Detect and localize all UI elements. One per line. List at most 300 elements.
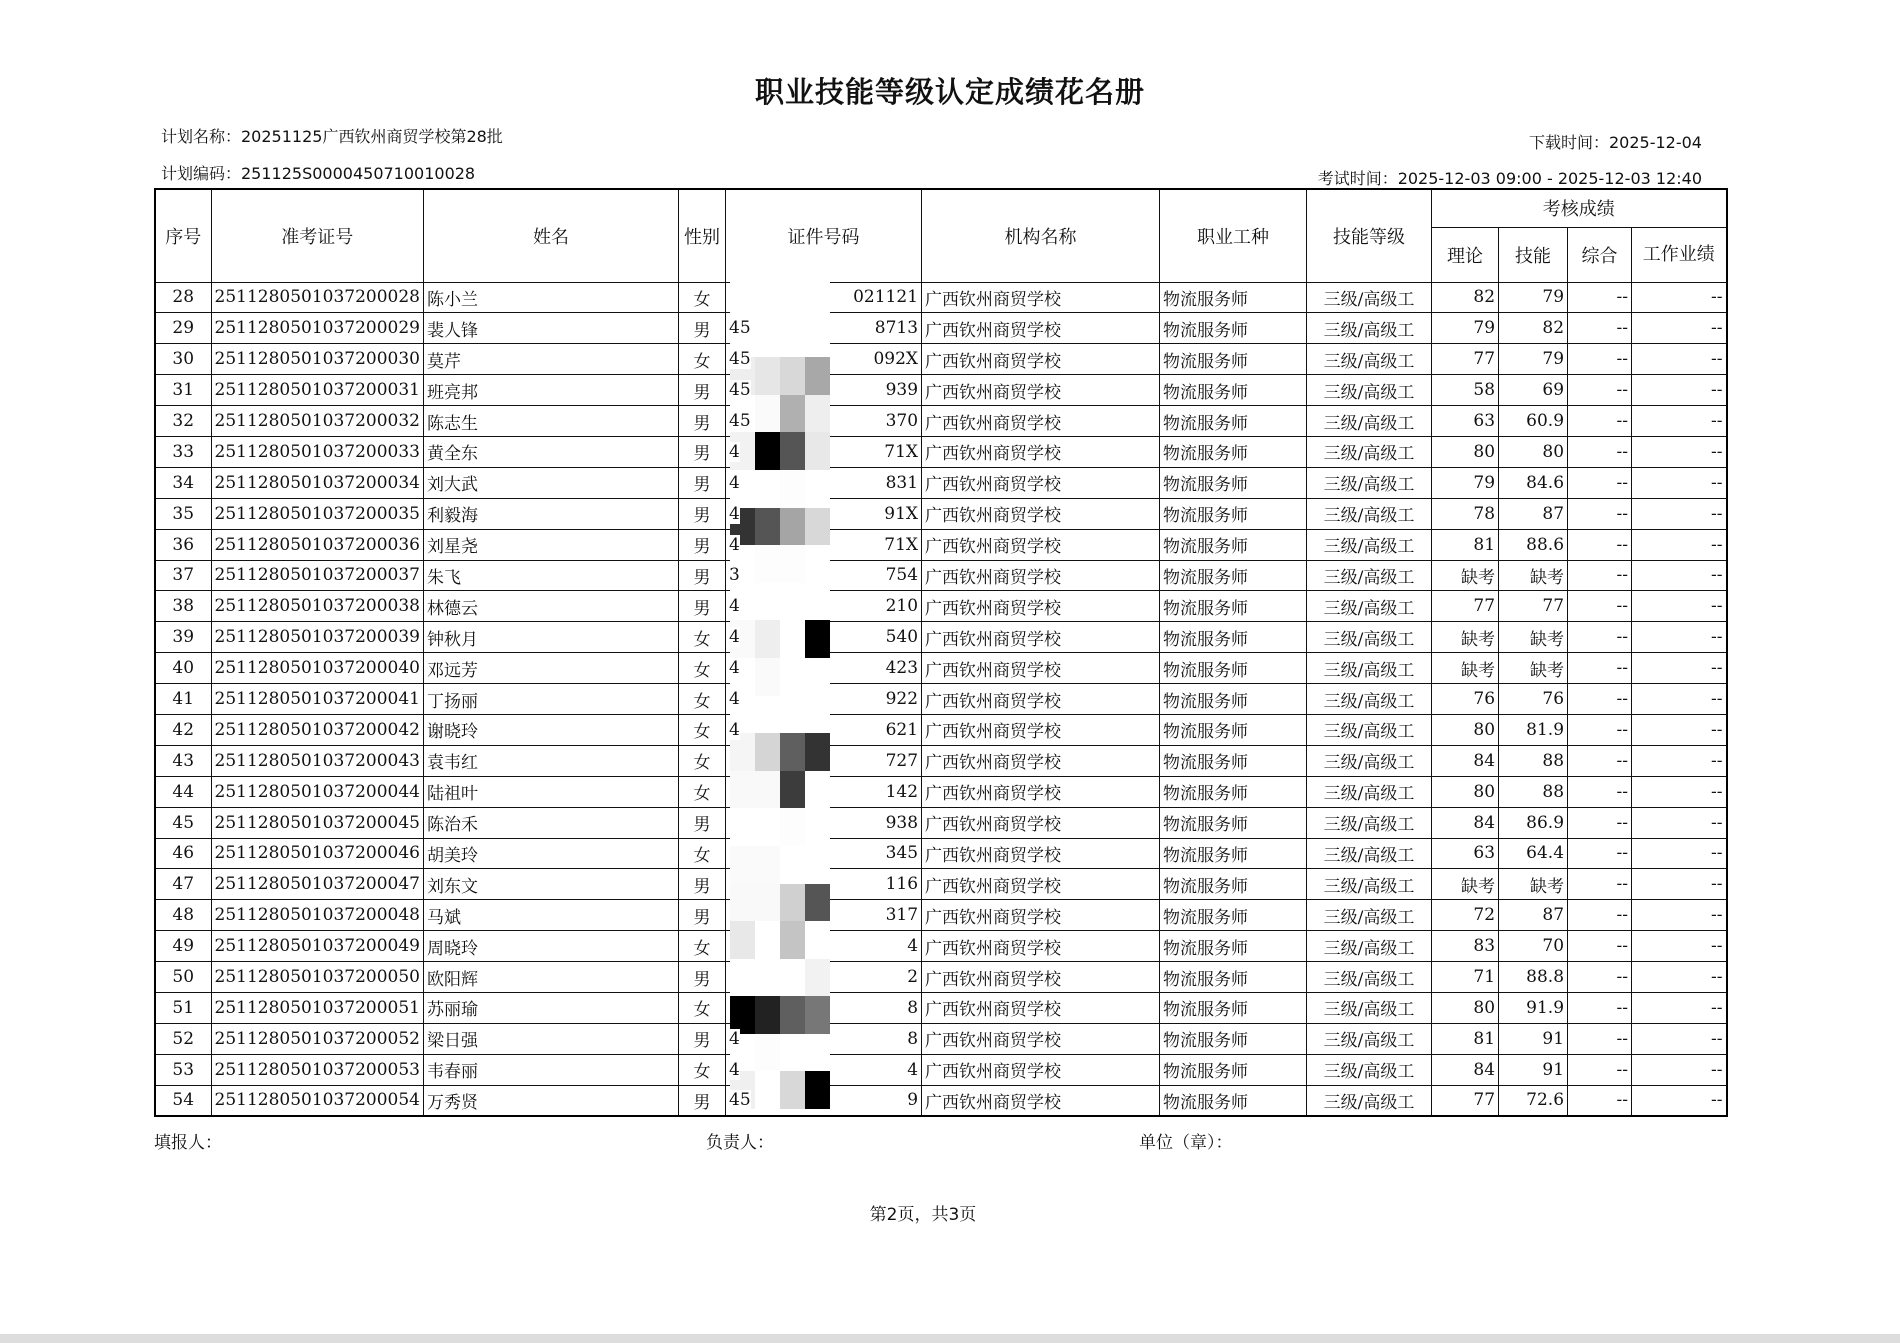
cell-gender: 女 xyxy=(679,282,726,313)
cell-occupation: 物流服务师 xyxy=(1160,1023,1307,1054)
cell-ticket: 2511280501037200033 xyxy=(211,436,424,467)
cell-seq: 50 xyxy=(155,962,211,993)
cell-name: 胡美玲 xyxy=(424,838,679,869)
header-name: 姓名 xyxy=(424,189,679,282)
header-org: 机构名称 xyxy=(922,189,1160,282)
mosaic-cell xyxy=(755,733,780,771)
cell-work: -- xyxy=(1632,498,1727,529)
id-suffix: 345 xyxy=(885,843,919,864)
table-row xyxy=(155,838,1727,869)
cell-seq: 36 xyxy=(155,529,211,560)
cell-skill: 82 xyxy=(1499,313,1568,344)
id-suffix: 831 xyxy=(885,472,919,493)
mosaic-cell xyxy=(755,470,780,508)
id-prefix: 45 xyxy=(729,349,751,370)
cell-seq: 52 xyxy=(155,1023,211,1054)
mosaic-cell xyxy=(730,771,755,809)
cell-overall: -- xyxy=(1568,622,1632,653)
cell-overall: -- xyxy=(1568,406,1632,437)
redaction-mosaic xyxy=(730,282,830,1109)
cell-seq: 37 xyxy=(155,560,211,591)
mosaic-cell xyxy=(805,545,830,583)
id-prefix: 45 xyxy=(729,318,751,339)
cell-ticket: 2511280501037200038 xyxy=(211,591,424,622)
cell-gender: 男 xyxy=(679,591,726,622)
id-suffix: 621 xyxy=(885,719,919,740)
score-roster-table xyxy=(154,188,1728,1117)
cell-name: 班亮邦 xyxy=(424,375,679,406)
cell-level: 三级/高级工 xyxy=(1307,992,1432,1023)
mosaic-cell xyxy=(805,959,830,997)
cell-level: 三级/高级工 xyxy=(1307,467,1432,498)
cell-overall: -- xyxy=(1568,807,1632,838)
cell-occupation: 物流服务师 xyxy=(1160,529,1307,560)
cell-work: -- xyxy=(1632,714,1727,745)
cell-theory: 63 xyxy=(1432,838,1499,869)
mosaic-cell xyxy=(755,620,780,658)
id-suffix: 9 xyxy=(907,1090,919,1111)
cell-theory: 58 xyxy=(1432,375,1499,406)
cell-work: -- xyxy=(1632,282,1727,313)
cell-name: 刘星尧 xyxy=(424,529,679,560)
table-row xyxy=(155,529,1727,560)
header-gender: 性别 xyxy=(679,189,726,282)
id-suffix: 727 xyxy=(885,750,919,771)
cell-name: 苏丽瑜 xyxy=(424,992,679,1023)
id-prefix: 4 xyxy=(729,596,740,617)
mosaic-cell xyxy=(780,658,805,696)
cell-name: 钟秋月 xyxy=(424,622,679,653)
cell-theory: 78 xyxy=(1432,498,1499,529)
mosaic-cell xyxy=(755,921,780,959)
id-suffix: 4 xyxy=(907,936,919,957)
cell-seq: 43 xyxy=(155,745,211,776)
table-row xyxy=(155,436,1727,467)
id-suffix: 540 xyxy=(885,627,919,648)
plan-code: 计划编码：251125S0000450710010028 xyxy=(161,164,476,183)
cell-level: 三级/高级工 xyxy=(1307,1054,1432,1085)
table-row xyxy=(155,776,1727,807)
cell-theory: 80 xyxy=(1432,992,1499,1023)
cell-skill: 86.9 xyxy=(1499,807,1568,838)
cell-level: 三级/高级工 xyxy=(1307,1023,1432,1054)
cell-seq: 53 xyxy=(155,1054,211,1085)
id-suffix: 71X xyxy=(884,441,919,462)
cell-name: 马斌 xyxy=(424,900,679,931)
cell-ticket: 2511280501037200034 xyxy=(211,467,424,498)
cell-skill: 72.6 xyxy=(1499,1085,1568,1116)
id-prefix: 45 xyxy=(729,1090,751,1111)
cell-theory: 83 xyxy=(1432,931,1499,962)
mosaic-cell xyxy=(780,921,805,959)
mosaic-cell xyxy=(755,320,780,358)
mosaic-cell xyxy=(755,1071,780,1109)
cell-overall: -- xyxy=(1568,838,1632,869)
cell-level: 三级/高级工 xyxy=(1307,529,1432,560)
cell-ticket: 2511280501037200052 xyxy=(211,1023,424,1054)
cell-overall: -- xyxy=(1568,900,1632,931)
cell-seq: 28 xyxy=(155,282,211,313)
cell-work: -- xyxy=(1632,529,1727,560)
mosaic-cell xyxy=(755,808,780,846)
cell-skill: 缺考 xyxy=(1499,653,1568,684)
cell-org: 广西钦州商贸学校 xyxy=(922,714,1160,745)
cell-gender: 女 xyxy=(679,1054,726,1085)
id-suffix: 116 xyxy=(885,874,919,895)
cell-work: -- xyxy=(1632,900,1727,931)
cell-theory: 缺考 xyxy=(1432,869,1499,900)
cell-ticket: 2511280501037200046 xyxy=(211,838,424,869)
mosaic-cell xyxy=(805,470,830,508)
cell-level: 三级/高级工 xyxy=(1307,560,1432,591)
cell-work: -- xyxy=(1632,745,1727,776)
cell-theory: 81 xyxy=(1432,1023,1499,1054)
cell-occupation: 物流服务师 xyxy=(1160,931,1307,962)
id-prefix: 4 xyxy=(729,503,740,524)
mosaic-cell xyxy=(755,996,780,1034)
cell-overall: -- xyxy=(1568,962,1632,993)
cell-level: 三级/高级工 xyxy=(1307,838,1432,869)
cell-org: 广西钦州商贸学校 xyxy=(922,807,1160,838)
cell-work: -- xyxy=(1632,684,1727,715)
cell-gender: 女 xyxy=(679,992,726,1023)
cell-org: 广西钦州商贸学校 xyxy=(922,931,1160,962)
cell-overall: -- xyxy=(1568,1023,1632,1054)
cell-ticket: 2511280501037200041 xyxy=(211,684,424,715)
cell-theory: 81 xyxy=(1432,529,1499,560)
cell-skill: 缺考 xyxy=(1499,560,1568,591)
cell-name: 陈治禾 xyxy=(424,807,679,838)
cell-org: 广西钦州商贸学校 xyxy=(922,375,1160,406)
mosaic-cell xyxy=(780,282,805,320)
cell-seq: 51 xyxy=(155,992,211,1023)
cell-org: 广西钦州商贸学校 xyxy=(922,838,1160,869)
cell-skill: 缺考 xyxy=(1499,622,1568,653)
mosaic-cell xyxy=(805,808,830,846)
cell-overall: -- xyxy=(1568,1054,1632,1085)
id-suffix: 423 xyxy=(885,658,919,679)
cell-occupation: 物流服务师 xyxy=(1160,684,1307,715)
cell-level: 三级/高级工 xyxy=(1307,900,1432,931)
cell-seq: 41 xyxy=(155,684,211,715)
cell-org: 广西钦州商贸学校 xyxy=(922,1054,1160,1085)
cell-overall: -- xyxy=(1568,776,1632,807)
table-row xyxy=(155,498,1727,529)
cell-level: 三级/高级工 xyxy=(1307,436,1432,467)
cell-occupation: 物流服务师 xyxy=(1160,714,1307,745)
cell-theory: 79 xyxy=(1432,467,1499,498)
cell-occupation: 物流服务师 xyxy=(1160,900,1307,931)
mosaic-cell xyxy=(780,884,805,922)
cell-gender: 男 xyxy=(679,313,726,344)
cell-seq: 29 xyxy=(155,313,211,344)
cell-seq: 31 xyxy=(155,375,211,406)
cell-overall: -- xyxy=(1568,560,1632,591)
mosaic-cell xyxy=(805,884,830,922)
cell-name: 邓远芳 xyxy=(424,653,679,684)
cell-ticket: 2511280501037200044 xyxy=(211,776,424,807)
mosaic-cell xyxy=(805,921,830,959)
table-row xyxy=(155,467,1727,498)
mosaic-cell xyxy=(805,1034,830,1072)
mosaic-cell xyxy=(780,545,805,583)
cell-skill: 79 xyxy=(1499,282,1568,313)
cell-name: 陈小兰 xyxy=(424,282,679,313)
id-suffix: 210 xyxy=(885,596,919,617)
cell-occupation: 物流服务师 xyxy=(1160,838,1307,869)
cell-org: 广西钦州商贸学校 xyxy=(922,529,1160,560)
cell-overall: -- xyxy=(1568,529,1632,560)
mosaic-cell xyxy=(755,282,780,320)
mosaic-cell xyxy=(755,395,780,433)
cell-theory: 缺考 xyxy=(1432,622,1499,653)
cell-work: -- xyxy=(1632,838,1727,869)
cell-occupation: 物流服务师 xyxy=(1160,282,1307,313)
cell-overall: -- xyxy=(1568,282,1632,313)
cell-name: 刘东文 xyxy=(424,869,679,900)
cell-ticket: 2511280501037200028 xyxy=(211,282,424,313)
table-row xyxy=(155,653,1727,684)
mosaic-cell xyxy=(730,959,755,997)
cell-skill: 64.4 xyxy=(1499,838,1568,869)
cell-ticket: 2511280501037200047 xyxy=(211,869,424,900)
cell-org: 广西钦州商贸学校 xyxy=(922,900,1160,931)
cell-level: 三级/高级工 xyxy=(1307,869,1432,900)
cell-work: -- xyxy=(1632,467,1727,498)
header-work: 工作业绩 xyxy=(1632,227,1727,282)
cell-occupation: 物流服务师 xyxy=(1160,313,1307,344)
cell-seq: 42 xyxy=(155,714,211,745)
mosaic-cell xyxy=(780,1071,805,1109)
cell-skill: 69 xyxy=(1499,375,1568,406)
cell-level: 三级/高级工 xyxy=(1307,622,1432,653)
cell-seq: 39 xyxy=(155,622,211,653)
table-row xyxy=(155,313,1727,344)
mosaic-cell xyxy=(805,320,830,358)
table-row xyxy=(155,1085,1727,1116)
cell-work: -- xyxy=(1632,869,1727,900)
id-prefix: 45 xyxy=(729,380,751,401)
header-id-no: 证件号码 xyxy=(726,189,922,282)
cell-gender: 男 xyxy=(679,1085,726,1116)
cell-gender: 女 xyxy=(679,714,726,745)
table-row xyxy=(155,745,1727,776)
footer-filler: 填报人： xyxy=(154,1133,222,1153)
cell-occupation: 物流服务师 xyxy=(1160,776,1307,807)
cell-org: 广西钦州商贸学校 xyxy=(922,498,1160,529)
cell-gender: 女 xyxy=(679,838,726,869)
cell-work: -- xyxy=(1632,931,1727,962)
cell-overall: -- xyxy=(1568,375,1632,406)
cell-ticket: 2511280501037200051 xyxy=(211,992,424,1023)
cell-org: 广西钦州商贸学校 xyxy=(922,962,1160,993)
id-prefix: 4 xyxy=(729,1059,740,1080)
table-row xyxy=(155,560,1727,591)
mosaic-cell xyxy=(805,432,830,470)
cell-level: 三级/高级工 xyxy=(1307,406,1432,437)
cell-name: 林德云 xyxy=(424,591,679,622)
cell-level: 三级/高级工 xyxy=(1307,1085,1432,1116)
cell-overall: -- xyxy=(1568,313,1632,344)
mosaic-cell xyxy=(780,696,805,734)
table-row xyxy=(155,622,1727,653)
mosaic-cell xyxy=(780,808,805,846)
cell-work: -- xyxy=(1632,1085,1727,1116)
mosaic-cell xyxy=(755,959,780,997)
mosaic-cell xyxy=(730,282,755,320)
cell-theory: 63 xyxy=(1432,406,1499,437)
footer-unit-seal: 单位（章）： xyxy=(1139,1133,1233,1153)
cell-work: -- xyxy=(1632,591,1727,622)
cell-level: 三级/高级工 xyxy=(1307,714,1432,745)
cell-seq: 48 xyxy=(155,900,211,931)
cell-gender: 男 xyxy=(679,436,726,467)
id-suffix: 2 xyxy=(907,967,919,988)
mosaic-cell xyxy=(780,846,805,884)
mosaic-cell xyxy=(805,996,830,1034)
cell-overall: -- xyxy=(1568,931,1632,962)
cell-skill: 87 xyxy=(1499,900,1568,931)
cell-ticket: 2511280501037200048 xyxy=(211,900,424,931)
cell-theory: 80 xyxy=(1432,436,1499,467)
cell-occupation: 物流服务师 xyxy=(1160,653,1307,684)
cell-theory: 84 xyxy=(1432,807,1499,838)
cell-skill: 76 xyxy=(1499,684,1568,715)
cell-skill: 缺考 xyxy=(1499,869,1568,900)
cell-skill: 81.9 xyxy=(1499,714,1568,745)
id-suffix: 8 xyxy=(907,997,919,1018)
cell-skill: 88 xyxy=(1499,776,1568,807)
mosaic-cell xyxy=(780,432,805,470)
cell-name: 梁日强 xyxy=(424,1023,679,1054)
cell-skill: 70 xyxy=(1499,931,1568,962)
cell-seq: 30 xyxy=(155,344,211,375)
mosaic-cell xyxy=(780,733,805,771)
cell-ticket: 2511280501037200035 xyxy=(211,498,424,529)
header-overall: 综合 xyxy=(1568,227,1632,282)
exam-time: 考试时间：2025-12-03 09:00 - 2025-12-03 12:40 xyxy=(1317,169,1702,188)
cell-gender: 女 xyxy=(679,653,726,684)
cell-org: 广西钦州商贸学校 xyxy=(922,282,1160,313)
mosaic-cell xyxy=(755,545,780,583)
cell-org: 广西钦州商贸学校 xyxy=(922,684,1160,715)
table-row xyxy=(155,282,1727,313)
cell-theory: 77 xyxy=(1432,591,1499,622)
cell-work: -- xyxy=(1632,776,1727,807)
table-row xyxy=(155,684,1727,715)
id-prefix: 45 xyxy=(729,411,751,431)
cell-gender: 男 xyxy=(679,467,726,498)
cell-name: 谢晓玲 xyxy=(424,714,679,745)
cell-seq: 32 xyxy=(155,406,211,437)
table-row xyxy=(155,714,1727,745)
cell-gender: 男 xyxy=(679,900,726,931)
cell-skill: 88.6 xyxy=(1499,529,1568,560)
cell-skill: 88.8 xyxy=(1499,962,1568,993)
table-row xyxy=(155,1054,1727,1085)
mosaic-cell xyxy=(780,470,805,508)
cell-theory: 80 xyxy=(1432,776,1499,807)
cell-work: -- xyxy=(1632,1054,1727,1085)
mosaic-cell xyxy=(780,771,805,809)
cell-gender: 男 xyxy=(679,375,726,406)
cell-occupation: 物流服务师 xyxy=(1160,467,1307,498)
cell-seq: 44 xyxy=(155,776,211,807)
table-row xyxy=(155,344,1727,375)
cell-level: 三级/高级工 xyxy=(1307,375,1432,406)
mosaic-cell xyxy=(805,846,830,884)
cell-ticket: 2511280501037200053 xyxy=(211,1054,424,1085)
mosaic-cell xyxy=(780,357,805,395)
cell-gender: 男 xyxy=(679,560,726,591)
id-suffix: 938 xyxy=(885,812,919,833)
cell-occupation: 物流服务师 xyxy=(1160,560,1307,591)
cell-name: 陆祖叶 xyxy=(424,776,679,807)
mosaic-cell xyxy=(755,884,780,922)
cell-gender: 女 xyxy=(679,622,726,653)
cell-seq: 35 xyxy=(155,498,211,529)
cell-theory: 77 xyxy=(1432,1085,1499,1116)
cell-name: 利毅海 xyxy=(424,498,679,529)
cell-occupation: 物流服务师 xyxy=(1160,1085,1307,1116)
cell-seq: 40 xyxy=(155,653,211,684)
cell-gender: 女 xyxy=(679,745,726,776)
cell-occupation: 物流服务师 xyxy=(1160,1054,1307,1085)
cell-ticket: 2511280501037200031 xyxy=(211,375,424,406)
cell-name: 丁扬丽 xyxy=(424,684,679,715)
cell-org: 广西钦州商贸学校 xyxy=(922,406,1160,437)
cell-theory: 76 xyxy=(1432,684,1499,715)
cell-org: 广西钦州商贸学校 xyxy=(922,653,1160,684)
table-row xyxy=(155,900,1727,931)
mosaic-cell xyxy=(805,620,830,658)
cell-level: 三级/高级工 xyxy=(1307,498,1432,529)
id-suffix: 71X xyxy=(884,534,919,555)
cell-name: 韦春丽 xyxy=(424,1054,679,1085)
cell-theory: 缺考 xyxy=(1432,560,1499,591)
id-prefix: 4 xyxy=(729,534,740,555)
header-theory: 理论 xyxy=(1432,227,1499,282)
id-suffix: 922 xyxy=(885,689,919,710)
cell-ticket: 2511280501037200029 xyxy=(211,313,424,344)
mosaic-cell xyxy=(805,508,830,546)
mosaic-cell xyxy=(755,1034,780,1072)
cell-gender: 男 xyxy=(679,406,726,437)
id-prefix: 4 xyxy=(729,719,740,740)
cell-level: 三级/高级工 xyxy=(1307,962,1432,993)
cell-seq: 54 xyxy=(155,1085,211,1116)
mosaic-cell xyxy=(780,320,805,358)
cell-theory: 缺考 xyxy=(1432,653,1499,684)
cell-gender: 女 xyxy=(679,344,726,375)
cell-occupation: 物流服务师 xyxy=(1160,406,1307,437)
id-prefix: 4 xyxy=(729,1028,740,1049)
mosaic-cell xyxy=(805,771,830,809)
cell-org: 广西钦州商贸学校 xyxy=(922,992,1160,1023)
cell-level: 三级/高级工 xyxy=(1307,745,1432,776)
cell-overall: -- xyxy=(1568,467,1632,498)
mosaic-cell xyxy=(780,996,805,1034)
header-ticket: 准考证号 xyxy=(211,189,424,282)
cell-gender: 男 xyxy=(679,498,726,529)
id-prefix: 3 xyxy=(729,565,740,586)
id-suffix: 754 xyxy=(885,565,919,586)
cell-work: -- xyxy=(1632,807,1727,838)
mosaic-cell xyxy=(730,921,755,959)
cell-occupation: 物流服务师 xyxy=(1160,992,1307,1023)
header-level: 技能等级 xyxy=(1307,189,1432,282)
cell-level: 三级/高级工 xyxy=(1307,807,1432,838)
